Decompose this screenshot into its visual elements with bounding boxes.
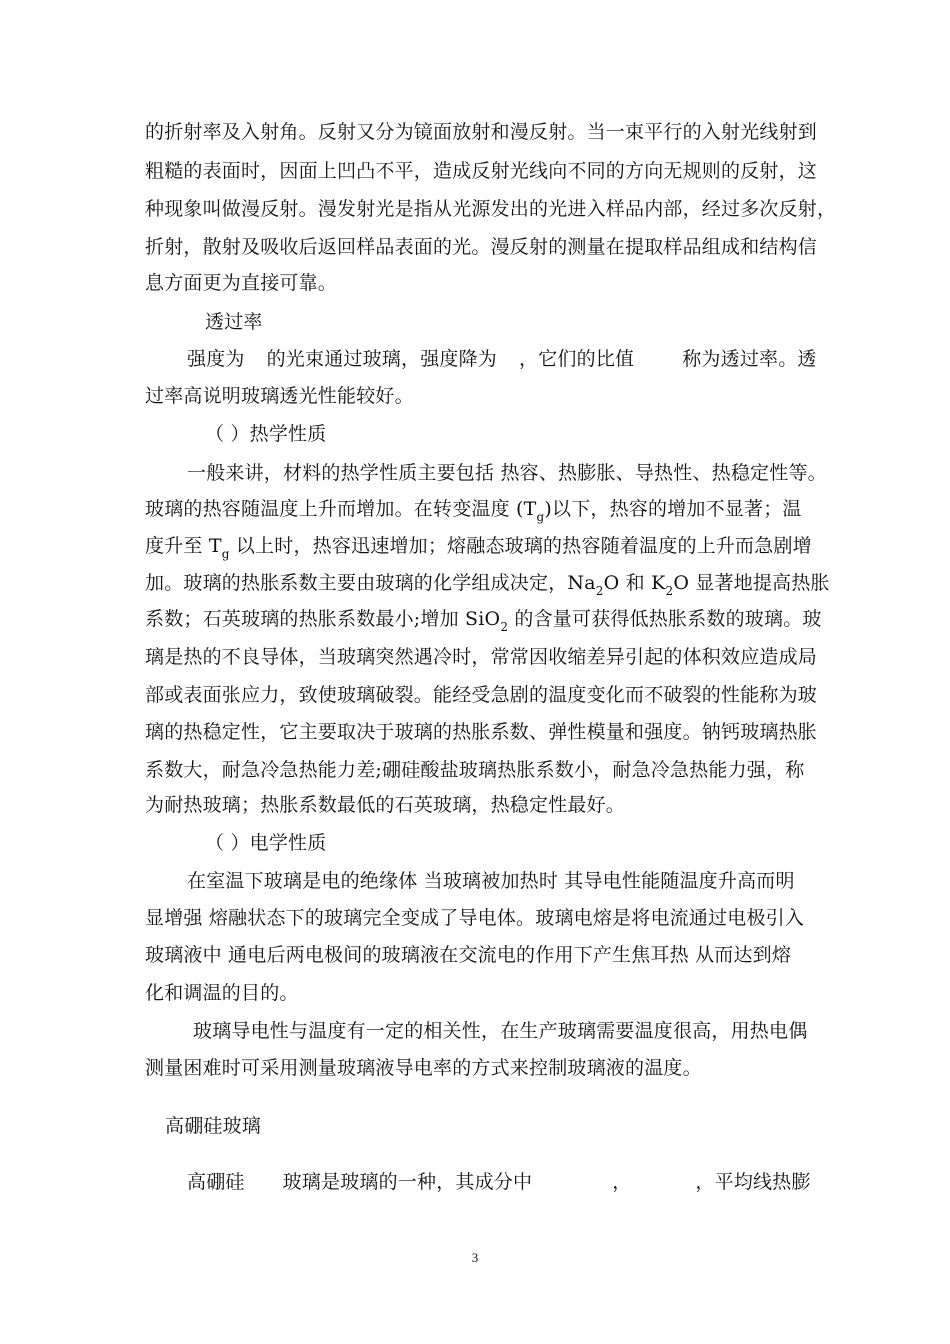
text-line: 显增强 熔融状态下的玻璃完全变成了导电体。玻璃电熔是将电流通过电极引入 [145,907,805,929]
text-line: 折射，散射及吸收后返回样品表面的光。漫反射的测量在提取样品组成和结构信 [145,236,818,258]
text-line: 的折射率及入射角。反射又分为镜面放射和漫反射。当一束平行的入射光线射到 [145,121,818,143]
text-line: 璃的热稳定性，它主要取决于玻璃的热胀系数、弹性模量和强度。钠钙玻璃热胀 [145,721,818,743]
text-line: 度升至 $T_g$ 以上时，热容迅速增加；熔融态玻璃的热容随着温度的上升而急剧增 [145,535,812,561]
section-heading-transmittance: 透过率 [205,311,263,333]
text-line: 息方面更为直接可靠。 [145,272,338,294]
text-line: 种现象叫做漫反射。漫发射光是指从光源发出的光进入样品内部，经过多次反射， [145,198,837,220]
text-line: 强度为 的光束通过玻璃，强度降为 ，它们的比值 称为透过率。透 [187,348,817,370]
text-line: 在室温下玻璃是电的绝缘体 当玻璃被加热时 其导电性能随温度升高而明 [187,870,795,892]
text-line: 加。玻璃的热胀系数主要由玻璃的化学组成决定，$Na_2O$ 和 $K_2O$ 显著地提高热胀 [145,572,830,598]
section-heading-thermal: （ ）热学性质 [205,423,327,445]
text-line: 过率高说明玻璃透光性能较好。 [145,385,414,407]
text-line: 部或表面张应力，致使玻璃破裂。能经受急剧的温度变化而不破裂的性能称为玻 [145,684,818,706]
text-line: 玻璃液中 通电后两电极间的玻璃液在交流电的作用下产生焦耳热 从而达到熔 [145,944,792,966]
text-line: 璃是热的不良导体，当玻璃突然遇冷时，常常因收缩差异引起的体积效应造成局 [145,646,818,668]
text-line: 化和调温的目的。 [145,982,299,1004]
text-line: 玻璃的热容随温度上升而增加。在转变温度 $(T_g)$以下，热容的增加不显著；温 [145,498,802,524]
text-line: 测量困难时可采用测量玻璃液导电率的方式来控制玻璃液的温度。 [145,1057,702,1079]
text-line: 粗糙的表面时，因面上凹凸不平，造成反射光线向不同的方向无规则的反射，这 [145,160,818,182]
section-heading-borosilicate: 高硼硅玻璃 [165,1115,262,1137]
text-line: 高硼硅 玻璃是玻璃的一种，其成分中 ， ，平均线热膨 [187,1171,811,1193]
page-number: 3 [471,1250,479,1265]
text-line: 为耐热玻璃；热胀系数最低的石英玻璃，热稳定性最好。 [145,794,626,816]
text-line: 一般来讲，材料的热学性质主要包括 热容、热膨胀、导热性、热稳定性等。 [187,462,827,484]
section-heading-electrical: （ ）电学性质 [205,832,327,854]
text-line: 系数；石英玻璃的热胀系数最小;增加 SiO$_2$ 的含量可获得低热胀系数的玻璃。玻 [145,608,822,634]
text-line: 系数大，耐急冷急热能力差;硼硅酸盐玻璃热胀系数小，耐急冷急热能力强，称 [145,759,805,781]
text-line: 玻璃导电性与温度有一定的相关性，在生产玻璃需要温度很高，用热电偶 [193,1020,808,1042]
